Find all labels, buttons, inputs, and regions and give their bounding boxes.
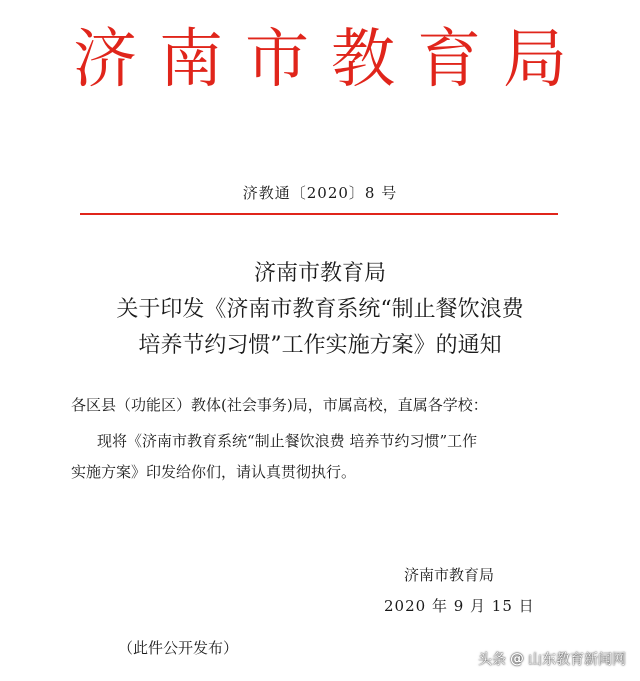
title-line-2: 关于印发《济南市教育系统“制止餐饮浪费 [116, 297, 524, 322]
watermark-account: 山东教育新闻网 [528, 652, 626, 668]
issue-date: 2020 年 9 月 15 日 [384, 597, 535, 615]
recipient-line: 各区县（功能区）教体(社会事务)局，市属高校，直属各学校： [71, 396, 488, 414]
title-line-3: 培养节约习惯”工作实施方案》的通知 [138, 333, 502, 358]
source-watermark [478, 648, 626, 670]
watermark-prefix: 头条 [478, 652, 506, 668]
signer-agency: 济南市教育局 [404, 566, 495, 584]
watermark-separator: @ [510, 651, 524, 667]
body-text-line-2: 实施方案》印发给你们，请认真贯彻执行。 [71, 463, 357, 481]
publication-note: （此件公开发布） [118, 639, 239, 657]
document-title [0, 256, 640, 364]
document-number: 济教通〔2020〕8 号 [242, 184, 398, 202]
title-line-1: 济南市教育局 [253, 261, 386, 286]
issuing-agency-header: 济南市教育局 [73, 23, 589, 97]
red-divider-line [80, 213, 558, 215]
body-text-line-1: 现将《济南市教育系统“制止餐饮浪费 培养节约习惯”工作 [97, 432, 478, 450]
